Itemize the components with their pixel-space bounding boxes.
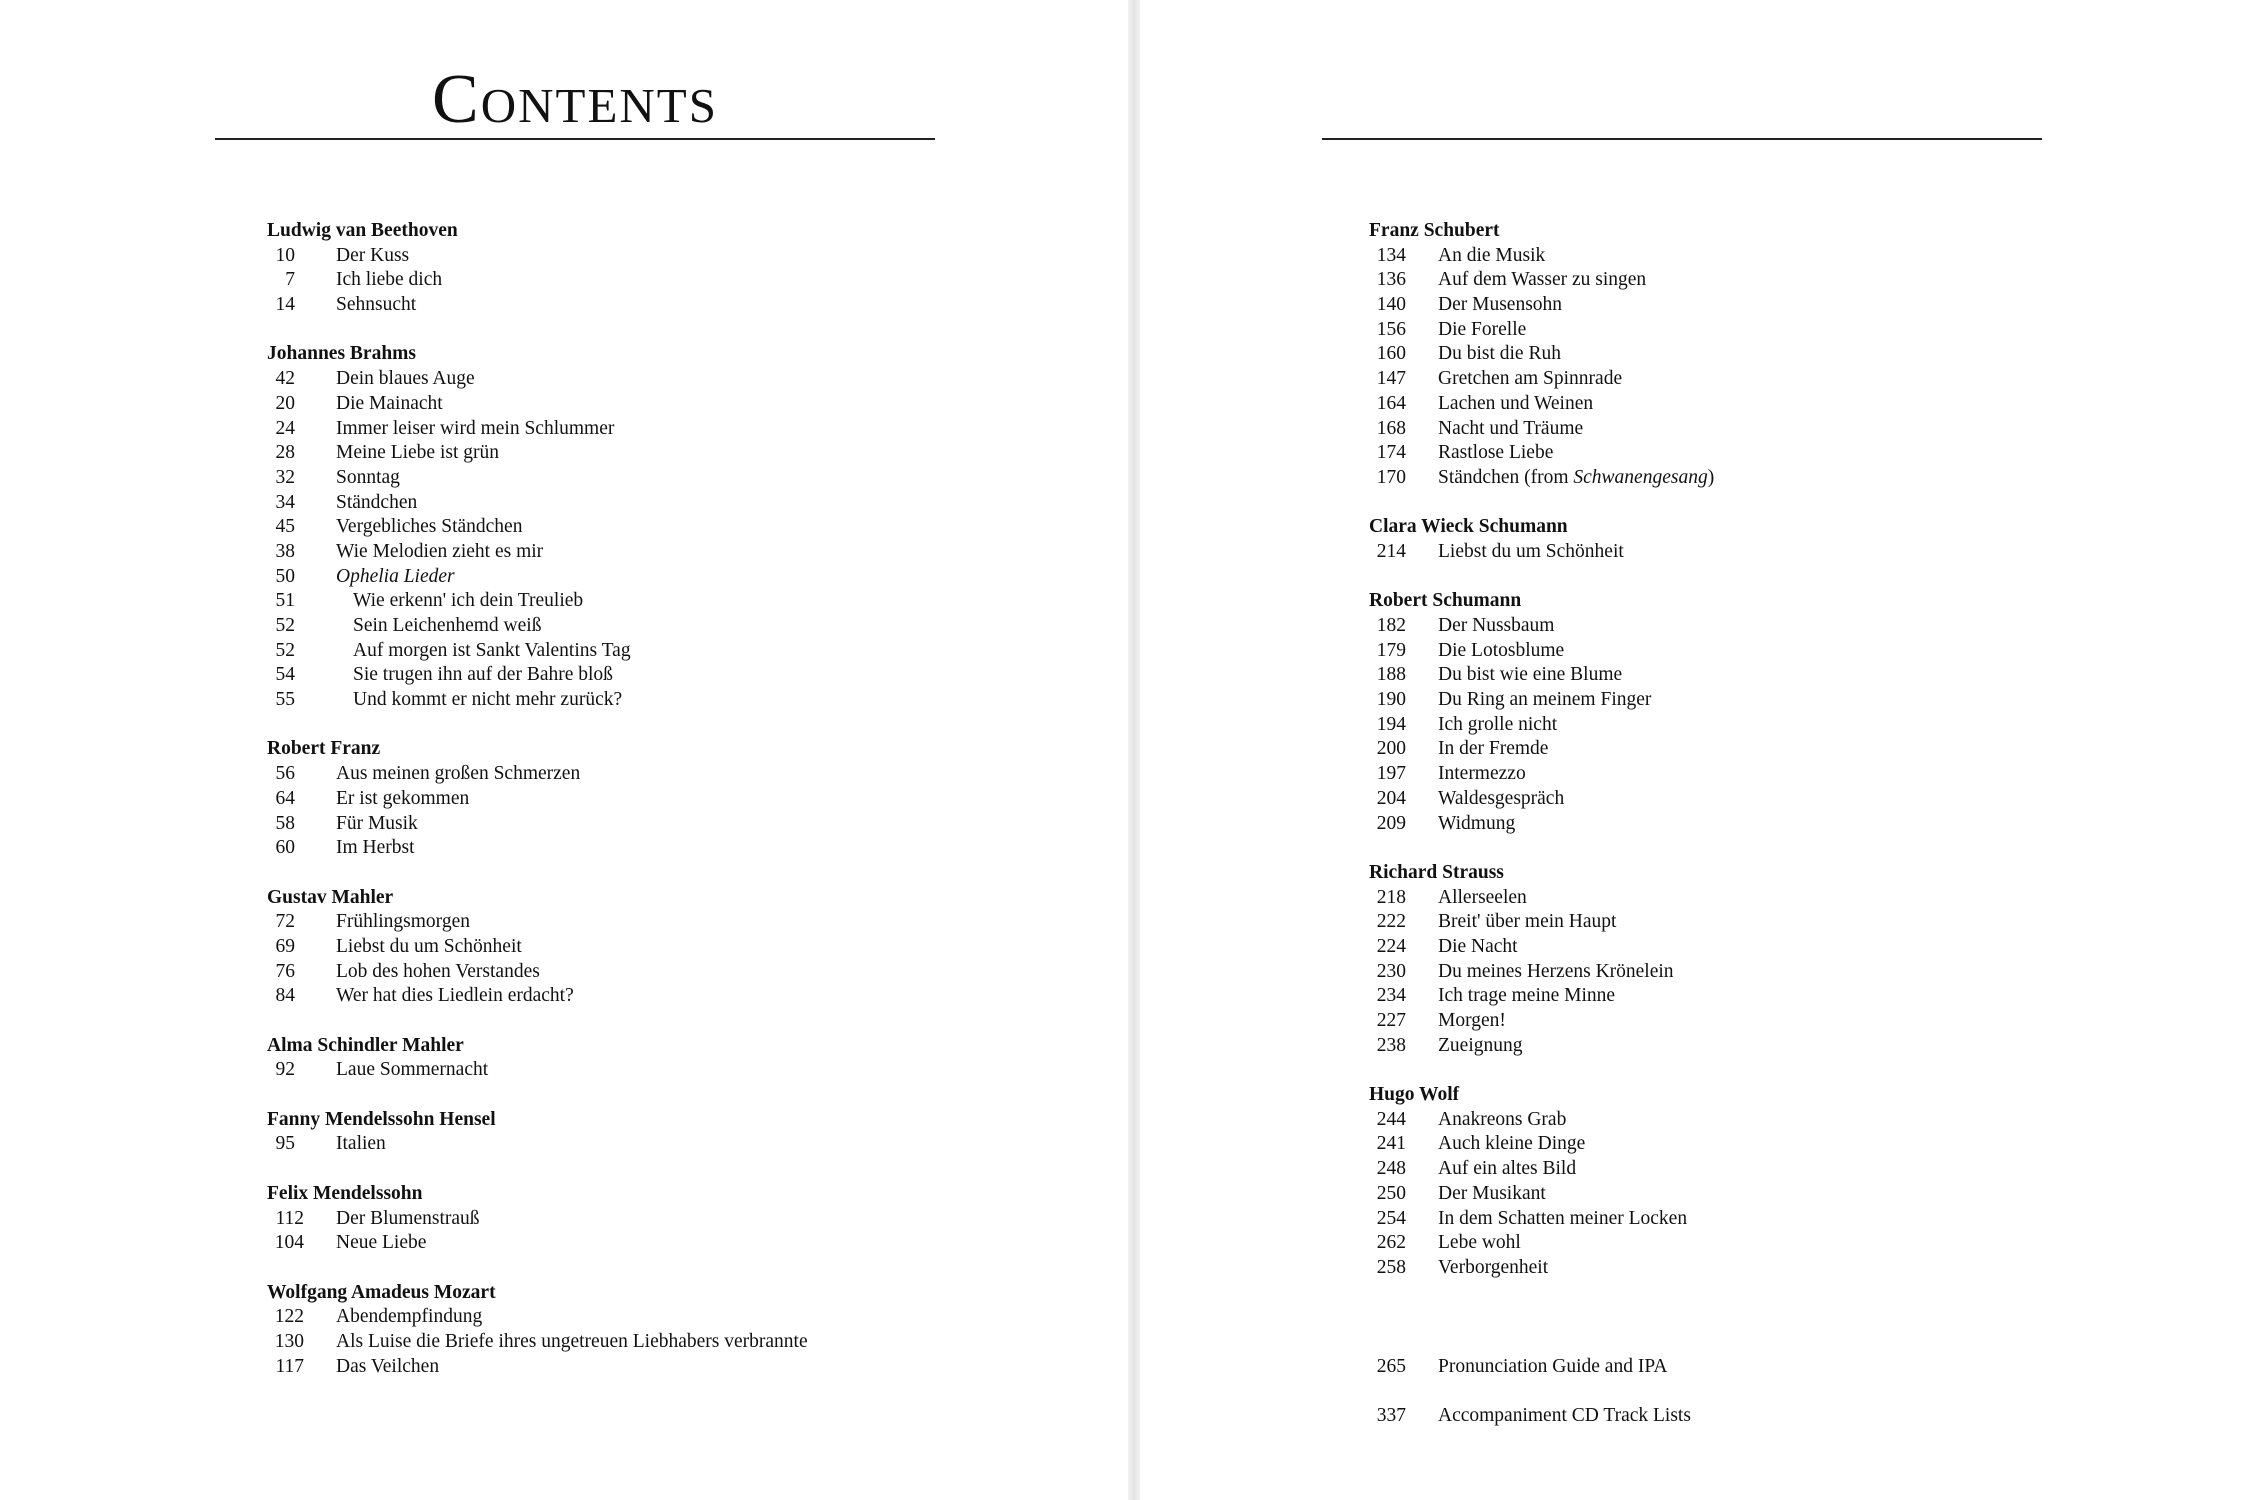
song-title: Wer hat dies Liedlein erdacht? bbox=[336, 985, 574, 1007]
toc-entry[interactable] bbox=[267, 1058, 496, 1083]
page-number: 140 bbox=[1376, 294, 1406, 316]
song-title: Ich trage meine Minne bbox=[1438, 985, 1616, 1007]
toc-entry[interactable] bbox=[267, 787, 496, 812]
composer-section bbox=[267, 886, 574, 1009]
page-number: 32 bbox=[275, 466, 295, 488]
page-number: 174 bbox=[1376, 442, 1406, 464]
song-title: In der Fremde bbox=[1438, 738, 1549, 760]
page-number: 38 bbox=[275, 540, 295, 562]
song-title: Lob des hohen Verstandes bbox=[336, 960, 540, 982]
page-number: 197 bbox=[1376, 763, 1406, 785]
page-number: 76 bbox=[275, 960, 295, 982]
toc-entry[interactable] bbox=[1369, 1034, 1568, 1059]
toc-subentry[interactable] bbox=[267, 614, 542, 639]
song-title: Dein blaues Auge bbox=[336, 368, 475, 390]
toc-entry[interactable] bbox=[1369, 367, 1623, 392]
song-title: Sein Leichenhemd weiß bbox=[353, 615, 542, 636]
toc-entry[interactable] bbox=[1369, 1355, 1668, 1380]
song-title: Aus meinen großen Schmerzen bbox=[336, 763, 581, 785]
page-number: 241 bbox=[1376, 1133, 1406, 1155]
composer-heading: Clara Wieck Schumann bbox=[1369, 516, 1568, 538]
toc-subentry[interactable] bbox=[267, 639, 631, 664]
song-title: Sie trugen ihn auf der Bahre bloß bbox=[353, 664, 613, 686]
song-title: Italien bbox=[336, 1133, 386, 1155]
toc-subentry[interactable] bbox=[267, 688, 623, 713]
composer-heading: Alma Schindler Mahler bbox=[267, 1034, 464, 1056]
title-rule bbox=[1322, 138, 2042, 140]
composer-section bbox=[1369, 219, 1715, 491]
toc-left-column bbox=[267, 219, 808, 1404]
song-title: Liebst du um Schönheit bbox=[1438, 540, 1624, 562]
page-number: 55 bbox=[275, 689, 295, 711]
toc-entry[interactable] bbox=[267, 268, 496, 293]
toc-entry[interactable] bbox=[1369, 935, 1568, 960]
page-number: 238 bbox=[1376, 1034, 1406, 1056]
toc-entry[interactable] bbox=[1369, 342, 1568, 367]
toc-entry[interactable] bbox=[1369, 614, 1568, 639]
page-number: 58 bbox=[275, 812, 295, 834]
song-title: Zueignung bbox=[1438, 1034, 1523, 1056]
page-number: 52 bbox=[275, 615, 295, 636]
page-number: 337 bbox=[1376, 1405, 1406, 1427]
page-number: 122 bbox=[274, 1306, 304, 1328]
song-title: Gretchen am Spinnrade bbox=[1438, 368, 1623, 390]
page-number: 209 bbox=[1376, 812, 1406, 834]
toc-entry[interactable] bbox=[267, 466, 496, 491]
toc-entry[interactable] bbox=[267, 935, 522, 960]
toc-entry[interactable] bbox=[1369, 466, 1715, 491]
toc-entry[interactable] bbox=[1369, 1108, 1568, 1133]
page-number: 204 bbox=[1376, 787, 1406, 809]
song-title: Liebst du um Schönheit bbox=[336, 935, 522, 957]
song-title: Du bist die Ruh bbox=[1438, 343, 1561, 365]
song-title: Wie erkenn' ich dein Treulieb bbox=[353, 590, 584, 612]
song-title: Breit' über mein Haupt bbox=[1438, 911, 1617, 933]
toc-entry[interactable] bbox=[1369, 960, 1674, 985]
page-number: 265 bbox=[1376, 1355, 1406, 1377]
page-number: 42 bbox=[275, 368, 295, 390]
song-title: In dem Schatten meiner Locken bbox=[1438, 1207, 1688, 1229]
song-title: Der Kuss bbox=[336, 244, 410, 266]
song-title: Ich liebe dich bbox=[336, 269, 443, 291]
song-title: Der Musensohn bbox=[1438, 294, 1563, 316]
toc-entry[interactable] bbox=[267, 1355, 496, 1380]
toc-entry[interactable] bbox=[1369, 441, 1568, 466]
song-title: Der Blumenstrauß bbox=[336, 1207, 480, 1229]
page-number: 10 bbox=[275, 244, 295, 266]
song-title: Laue Sommernacht bbox=[336, 1059, 489, 1081]
toc-entry[interactable] bbox=[267, 960, 540, 985]
back-matter-item bbox=[1369, 1404, 1691, 1429]
toc-entry[interactable] bbox=[267, 565, 496, 590]
song-title: Vergebliches Ständchen bbox=[336, 516, 523, 538]
toc-entry[interactable] bbox=[1369, 1207, 1688, 1232]
song-title: Auf ein altes Bild bbox=[1438, 1158, 1577, 1180]
toc-entry[interactable] bbox=[1369, 318, 1568, 343]
page-number: 56 bbox=[275, 763, 295, 785]
song-title: Nacht und Träume bbox=[1438, 417, 1584, 439]
toc-entry[interactable] bbox=[267, 417, 615, 442]
page-number: 262 bbox=[1376, 1232, 1406, 1254]
page-number: 50 bbox=[275, 565, 295, 587]
composer-section bbox=[1369, 1083, 1688, 1281]
song-title: Allerseelen bbox=[1438, 886, 1527, 908]
page-number: 130 bbox=[274, 1330, 304, 1352]
toc-entry[interactable] bbox=[1369, 540, 1624, 565]
toc-entry[interactable] bbox=[1369, 688, 1652, 713]
toc-entry[interactable] bbox=[1369, 1157, 1577, 1182]
toc-entry[interactable] bbox=[1369, 268, 1647, 293]
page-number: 92 bbox=[275, 1059, 295, 1081]
song-title: Die Mainacht bbox=[336, 392, 443, 414]
toc-entry[interactable] bbox=[267, 1330, 808, 1355]
composer-section bbox=[267, 737, 581, 860]
page-number: 14 bbox=[275, 294, 295, 316]
song-title: Morgen! bbox=[1438, 1010, 1506, 1031]
back-matter-title: Accompaniment CD Track Lists bbox=[1438, 1405, 1691, 1427]
composer-heading: Robert Franz bbox=[267, 738, 381, 760]
page-number: 182 bbox=[1376, 615, 1406, 636]
toc-entry[interactable] bbox=[1369, 1009, 1568, 1034]
composer-heading: Johannes Brahms bbox=[267, 343, 416, 365]
song-title: Verborgenheit bbox=[1438, 1256, 1549, 1278]
page-number: 84 bbox=[275, 985, 295, 1007]
page-number: 188 bbox=[1376, 664, 1406, 686]
toc-entry[interactable] bbox=[267, 1231, 496, 1256]
page-number: 20 bbox=[275, 392, 295, 414]
composer-heading: Wolfgang Amadeus Mozart bbox=[267, 1281, 496, 1303]
toc-entry[interactable] bbox=[1369, 762, 1568, 787]
composer-section bbox=[1369, 515, 1624, 564]
toc-entry[interactable] bbox=[267, 293, 496, 318]
toc-entry[interactable] bbox=[267, 1207, 496, 1232]
composer-heading: Richard Strauss bbox=[1369, 861, 1504, 883]
toc-entry[interactable] bbox=[267, 441, 499, 466]
song-title: Sehnsucht bbox=[336, 294, 417, 316]
song-title: Wie Melodien zieht es mir bbox=[336, 540, 544, 562]
page-number: 200 bbox=[1376, 738, 1406, 760]
page-number: 234 bbox=[1376, 985, 1406, 1007]
page-number: 60 bbox=[275, 837, 295, 859]
page-number: 160 bbox=[1376, 343, 1406, 365]
toc-entry[interactable] bbox=[267, 984, 574, 1009]
composer-section bbox=[267, 342, 631, 712]
song-title: Als Luise die Briefe ihres ungetreuen Liebhabers verbrannte bbox=[336, 1330, 808, 1352]
page-number: 134 bbox=[1376, 244, 1406, 266]
song-title: Lachen und Weinen bbox=[1438, 392, 1594, 414]
page-number: 147 bbox=[1376, 368, 1406, 390]
toc-entry[interactable] bbox=[267, 1305, 496, 1330]
page-number: 51 bbox=[275, 590, 295, 612]
back-matter-item bbox=[1369, 1355, 1668, 1380]
page-number: 258 bbox=[1376, 1256, 1406, 1278]
toc-entry[interactable] bbox=[1369, 910, 1617, 935]
toc-entry[interactable] bbox=[1369, 1231, 1568, 1256]
composer-heading: Hugo Wolf bbox=[1369, 1084, 1460, 1106]
title-rule bbox=[215, 138, 935, 140]
composer-heading: Ludwig van Beethoven bbox=[267, 220, 458, 241]
composer-heading: Robert Schumann bbox=[1369, 590, 1522, 612]
page-number: 34 bbox=[275, 491, 295, 513]
song-title: Der Nussbaum bbox=[1438, 615, 1555, 636]
toc-entry[interactable] bbox=[1369, 812, 1568, 837]
toc-entry[interactable] bbox=[1369, 886, 1568, 911]
song-title: Du bist wie eine Blume bbox=[1438, 664, 1623, 686]
toc-right-column bbox=[1369, 219, 1715, 1453]
page-number: 117 bbox=[275, 1355, 304, 1377]
song-title: Rastlose Liebe bbox=[1438, 442, 1554, 464]
page-number: 72 bbox=[275, 911, 295, 933]
song-title: Auch kleine Dinge bbox=[1438, 1133, 1586, 1155]
toc-subentry[interactable] bbox=[267, 663, 613, 688]
page-number: 64 bbox=[275, 787, 295, 809]
composer-section bbox=[267, 1108, 496, 1157]
back-matter-title: Pronunciation Guide and IPA bbox=[1438, 1355, 1668, 1377]
toc-entry[interactable] bbox=[267, 515, 523, 540]
song-title: Im Herbst bbox=[336, 837, 415, 859]
page-number: 95 bbox=[275, 1133, 295, 1155]
song-title: Waldesgespräch bbox=[1438, 787, 1565, 809]
toc-entry[interactable] bbox=[267, 392, 496, 417]
composer-section bbox=[267, 1182, 496, 1256]
page-number: 164 bbox=[1376, 392, 1406, 414]
page-title: Contents bbox=[432, 61, 718, 138]
page-number: 156 bbox=[1376, 318, 1406, 340]
song-title: Immer leiser wird mein Schlummer bbox=[336, 417, 615, 439]
left-page bbox=[0, 0, 1128, 1500]
toc-entry[interactable] bbox=[267, 367, 496, 392]
toc-entry[interactable] bbox=[1369, 392, 1594, 417]
page-number: 190 bbox=[1376, 689, 1406, 711]
song-title: Die Nacht bbox=[1438, 935, 1518, 957]
toc-entry[interactable] bbox=[1369, 1182, 1568, 1207]
song-title-prefix: Ständchen (from bbox=[1438, 466, 1574, 488]
toc-entry[interactable] bbox=[267, 762, 581, 787]
song-cycle-title: Schwanengesang bbox=[1573, 466, 1708, 488]
page-number: 112 bbox=[275, 1207, 304, 1229]
song-title: Die Forelle bbox=[1438, 318, 1527, 340]
page-number: 218 bbox=[1376, 886, 1406, 908]
page-number: 104 bbox=[274, 1232, 304, 1254]
song-title: Ich grolle nicht bbox=[1438, 713, 1558, 735]
toc-entry[interactable] bbox=[1369, 639, 1568, 664]
book-gutter bbox=[1128, 0, 1140, 1500]
song-title: Der Musikant bbox=[1438, 1182, 1546, 1204]
song-cycle-title: Ophelia Lieder bbox=[336, 565, 455, 587]
song-title: Auf dem Wasser zu singen bbox=[1438, 269, 1647, 291]
composer-section bbox=[267, 219, 496, 318]
page-number: 227 bbox=[1376, 1010, 1406, 1031]
song-title: Widmung bbox=[1438, 812, 1516, 834]
composer-section bbox=[1369, 861, 1674, 1059]
right-page bbox=[1140, 0, 2260, 1500]
song-title: Für Musik bbox=[336, 812, 418, 834]
song-title: Frühlingsmorgen bbox=[336, 911, 470, 933]
composer-heading: Fanny Mendelssohn Hensel bbox=[267, 1108, 496, 1130]
page-number: 69 bbox=[275, 935, 295, 957]
toc-entry[interactable] bbox=[267, 836, 496, 861]
page-number: 168 bbox=[1376, 417, 1406, 439]
page-number: 45 bbox=[275, 516, 295, 538]
page-number: 136 bbox=[1376, 269, 1406, 291]
toc-entry[interactable] bbox=[1369, 417, 1584, 442]
page-number: 170 bbox=[1376, 466, 1406, 488]
page-number: 24 bbox=[275, 417, 295, 439]
page-number: 248 bbox=[1376, 1158, 1406, 1180]
spacer bbox=[1369, 1305, 1568, 1354]
page-number: 194 bbox=[1376, 713, 1406, 735]
song-title: Das Veilchen bbox=[336, 1355, 440, 1377]
composer-section bbox=[267, 1034, 496, 1083]
song-title bbox=[1438, 466, 1714, 491]
toc-entry[interactable] bbox=[1369, 244, 1568, 269]
page-number: 250 bbox=[1376, 1182, 1406, 1204]
page-number: 244 bbox=[1376, 1108, 1406, 1130]
page-number: 52 bbox=[275, 639, 295, 661]
song-title: Ständchen bbox=[336, 491, 418, 513]
toc-entry[interactable] bbox=[1369, 713, 1568, 738]
toc-entry[interactable] bbox=[1369, 1404, 1691, 1429]
toc-entry[interactable] bbox=[267, 244, 496, 269]
toc-entry[interactable] bbox=[1369, 663, 1623, 688]
toc-entry[interactable] bbox=[1369, 787, 1568, 812]
song-title: Und kommt er nicht mehr zurück? bbox=[353, 689, 623, 711]
page-number: 54 bbox=[275, 664, 295, 686]
composer-heading: Felix Mendelssohn bbox=[267, 1182, 423, 1204]
toc-entry[interactable] bbox=[1369, 737, 1568, 762]
composer-heading: Gustav Mahler bbox=[267, 886, 394, 908]
page-number: 214 bbox=[1376, 540, 1406, 562]
song-title: Lebe wohl bbox=[1438, 1232, 1521, 1254]
page-number: 222 bbox=[1376, 911, 1406, 933]
song-title: Anakreons Grab bbox=[1438, 1108, 1567, 1130]
song-title: Er ist gekommen bbox=[336, 787, 470, 809]
composer-section bbox=[267, 1281, 808, 1380]
toc-entry[interactable] bbox=[267, 491, 496, 516]
toc-entry[interactable] bbox=[1369, 293, 1568, 318]
song-title: Neue Liebe bbox=[336, 1232, 427, 1254]
song-title: Intermezzo bbox=[1438, 763, 1526, 785]
toc-entry[interactable] bbox=[1369, 1132, 1586, 1157]
song-title: Meine Liebe ist grün bbox=[336, 442, 499, 464]
song-title: Sonntag bbox=[336, 466, 400, 488]
toc-entry[interactable] bbox=[1369, 1256, 1568, 1281]
song-title: Die Lotosblume bbox=[1438, 639, 1565, 661]
song-title: Abendempfindung bbox=[336, 1306, 483, 1328]
song-title: Du meines Herzens Krönelein bbox=[1438, 960, 1674, 982]
song-title: Du Ring an meinem Finger bbox=[1438, 689, 1652, 711]
composer-heading: Franz Schubert bbox=[1369, 220, 1500, 241]
song-title: Auf morgen ist Sankt Valentins Tag bbox=[353, 639, 631, 661]
page-number: 230 bbox=[1376, 960, 1406, 982]
page-number: 7 bbox=[285, 269, 295, 291]
toc-entry[interactable] bbox=[267, 910, 496, 935]
toc-entry[interactable] bbox=[267, 812, 496, 837]
song-title: An die Musik bbox=[1438, 244, 1546, 266]
page-number: 179 bbox=[1376, 639, 1406, 661]
page-number: 224 bbox=[1376, 935, 1406, 957]
toc-subentry[interactable] bbox=[267, 589, 584, 614]
toc-entry[interactable] bbox=[267, 540, 544, 565]
toc-entry[interactable] bbox=[267, 1132, 496, 1157]
song-title-suffix: ) bbox=[1707, 466, 1715, 488]
page-number: 254 bbox=[1376, 1207, 1406, 1229]
page-number: 28 bbox=[275, 442, 295, 464]
toc-entry[interactable] bbox=[1369, 984, 1616, 1009]
composer-section bbox=[1369, 589, 1652, 836]
